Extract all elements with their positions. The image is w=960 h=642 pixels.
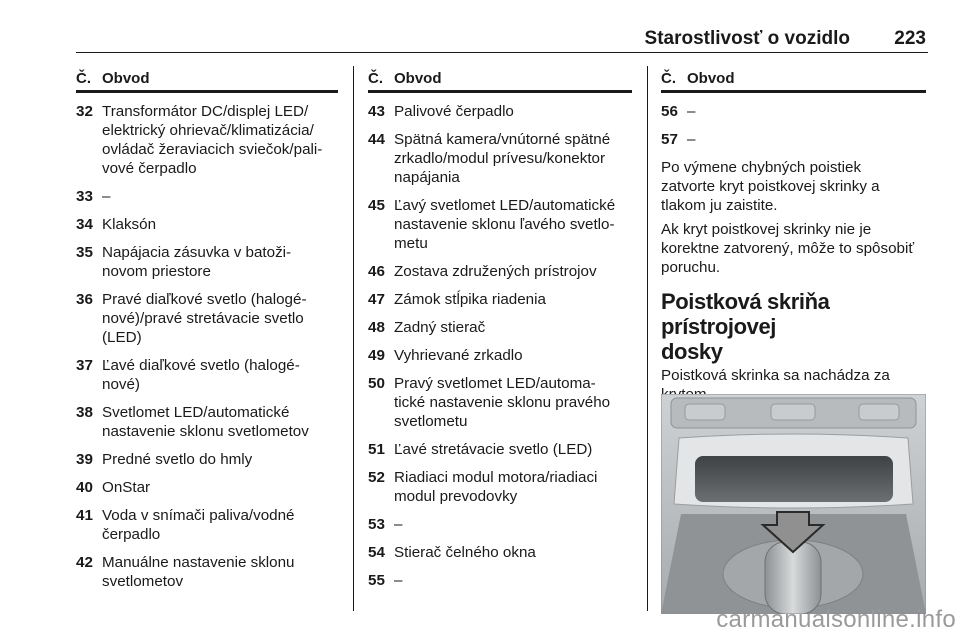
- fuse-number: 35: [76, 244, 93, 261]
- fuse-circuit: Pravý svetlomet LED/automa- tické nastavenie sklonu pravého svetlometu: [394, 375, 611, 430]
- fuse-row: [368, 130, 632, 187]
- fuse-row: [368, 290, 632, 309]
- col-header-number: Č.: [661, 70, 676, 87]
- fuse-circuit: Zámok stĺpika riadenia: [394, 291, 546, 308]
- fuse-circuit: Spätná kamera/vnútorné spätné zrkadlo/modul prívesu/konektor napájania: [394, 131, 611, 186]
- fuse-circuit: Klaksón: [102, 216, 157, 233]
- fuse-row: [76, 450, 338, 469]
- fuse-circuit: –: [394, 516, 403, 533]
- fuse-circuit: Palivové čerpadlo: [394, 103, 514, 120]
- fuse-number: 39: [76, 451, 93, 468]
- fuse-number: 55: [368, 572, 385, 589]
- fuse-number: 36: [76, 291, 93, 308]
- fuse-row: [76, 290, 338, 347]
- table-header: [76, 68, 338, 93]
- fuse-number: 53: [368, 516, 385, 533]
- fuse-row: [76, 403, 338, 441]
- fuse-circuit: Zadný stierač: [394, 319, 486, 336]
- fuse-list: [661, 102, 926, 149]
- fuse-number: 51: [368, 441, 385, 458]
- fuse-number: 32: [76, 103, 93, 120]
- table-header: [368, 68, 632, 93]
- fuse-table-column-1: [76, 68, 338, 600]
- col-header-number: Č.: [76, 70, 91, 87]
- col-header-circuit: Obvod: [687, 70, 735, 87]
- fuse-circuit: Pravé diaľkové svetlo (halogé- nové)/pravé stretávacie svetlo (LED): [102, 291, 307, 346]
- fuse-row: [368, 515, 632, 534]
- fuse-number: 47: [368, 291, 385, 308]
- fuse-row: [368, 468, 632, 506]
- fuse-circuit: –: [687, 103, 696, 120]
- fuse-circuit: –: [687, 131, 696, 148]
- fuse-circuit: Ľavý svetlomet LED/automatické nastavenie sklonu ľavého svetlo- metu: [394, 197, 616, 252]
- fuse-circuit: –: [102, 188, 111, 205]
- fuse-number: 37: [76, 357, 93, 374]
- section-text: Poistková skrinka sa nachádza za: [661, 367, 890, 384]
- column-divider: [353, 66, 354, 611]
- fuse-number: 41: [76, 507, 93, 524]
- fuse-circuit: Svetlomet LED/automatické nastavenie sklonu svetlometov: [102, 404, 309, 440]
- fuse-number: 38: [76, 404, 93, 421]
- instruction-paragraph: Po výmene chybných poistiek zatvorte kryt poistkovej skrinky a tlakom ju zaistite.: [661, 159, 880, 214]
- fuse-table-column-3: [661, 68, 926, 409]
- fuse-row: [76, 553, 338, 591]
- fuse-list: [368, 102, 632, 590]
- fuse-row: [76, 356, 338, 394]
- fuse-row: [368, 102, 632, 121]
- fuse-row: [368, 571, 632, 590]
- fuse-circuit: Voda v snímači paliva/vodné čerpadlo: [102, 507, 295, 543]
- fuse-number: 48: [368, 319, 385, 336]
- fuse-circuit: Ľavé diaľkové svetlo (halogé- nové): [102, 357, 300, 393]
- fuse-row: [368, 543, 632, 562]
- fuse-circuit: OnStar: [102, 479, 151, 496]
- col-header-number: Č.: [368, 70, 383, 87]
- fuse-number: 42: [76, 554, 93, 571]
- fuse-circuit: Predné svetlo do hmly: [102, 451, 253, 468]
- console-illustration: [661, 394, 926, 614]
- fuse-row: [368, 196, 632, 253]
- fuse-row: [76, 215, 338, 234]
- section-heading: Poistková skriňa prístrojovej dosky: [661, 289, 830, 364]
- fuse-row: [76, 478, 338, 497]
- fuse-row: [368, 262, 632, 281]
- watermark: carmanualsonline.info: [716, 606, 956, 633]
- fuse-number: 56: [661, 103, 678, 120]
- col-header-circuit: Obvod: [102, 70, 150, 87]
- warning-paragraph: Ak kryt poistkovej skrinky nie je korektne zatvorený, môže to spôsobiť poruchu.: [661, 221, 915, 276]
- fuse-list: [76, 102, 338, 591]
- fuse-circuit: Manuálne nastavenie sklonu svetlometov: [102, 554, 295, 590]
- fuse-number: 46: [368, 263, 385, 280]
- column-divider: [647, 66, 648, 611]
- fuse-number: 50: [368, 375, 385, 392]
- fuse-box-location-photo: [661, 394, 926, 614]
- page-header: [76, 24, 928, 53]
- fuse-row: [368, 440, 632, 459]
- table-header: [661, 68, 926, 93]
- fuse-number: 49: [368, 347, 385, 364]
- fuse-row: [661, 102, 926, 121]
- fuse-circuit: Zostava združených prístrojov: [394, 263, 597, 280]
- fuse-circuit: Stierač čelného okna: [394, 544, 536, 561]
- fuse-circuit: Transformátor DC/displej LED/ elektrický ohrievač/klimatizácia/ ovládač žeraviacich sviečok/pali- vové čerpadlo: [102, 103, 323, 177]
- fuse-row: [76, 243, 338, 281]
- fuse-row: [661, 130, 926, 149]
- fuse-number: 43: [368, 103, 385, 120]
- fuse-number: 40: [76, 479, 93, 496]
- fuse-number: 52: [368, 469, 385, 486]
- fuse-number: 33: [76, 188, 93, 205]
- fuse-number: 54: [368, 544, 385, 561]
- fuse-table-column-2: [368, 68, 632, 599]
- fuse-circuit: Vyhrievané zrkadlo: [394, 347, 523, 364]
- header-title: Starostlivosť o vozidlo: [644, 28, 850, 49]
- fuse-number: 34: [76, 216, 93, 233]
- fuse-circuit: Riadiaci modul motora/riadiaci modul prevodovky: [394, 469, 598, 505]
- fuse-row: [76, 187, 338, 206]
- fuse-row: [368, 346, 632, 365]
- fuse-circuit: Napájacia zásuvka v batoži- novom priestore: [102, 244, 292, 280]
- fuse-number: 44: [368, 131, 385, 148]
- page-number: 223: [894, 28, 926, 49]
- fuse-circuit: Ľavé stretávacie svetlo (LED): [394, 441, 593, 458]
- fuse-number: 45: [368, 197, 385, 214]
- fuse-row: [76, 506, 338, 544]
- fuse-number: 57: [661, 131, 678, 148]
- fuse-row: [76, 102, 338, 178]
- fuse-row: [368, 374, 632, 431]
- fuse-circuit: –: [394, 572, 403, 589]
- col-header-circuit: Obvod: [394, 70, 442, 87]
- fuse-row: [368, 318, 632, 337]
